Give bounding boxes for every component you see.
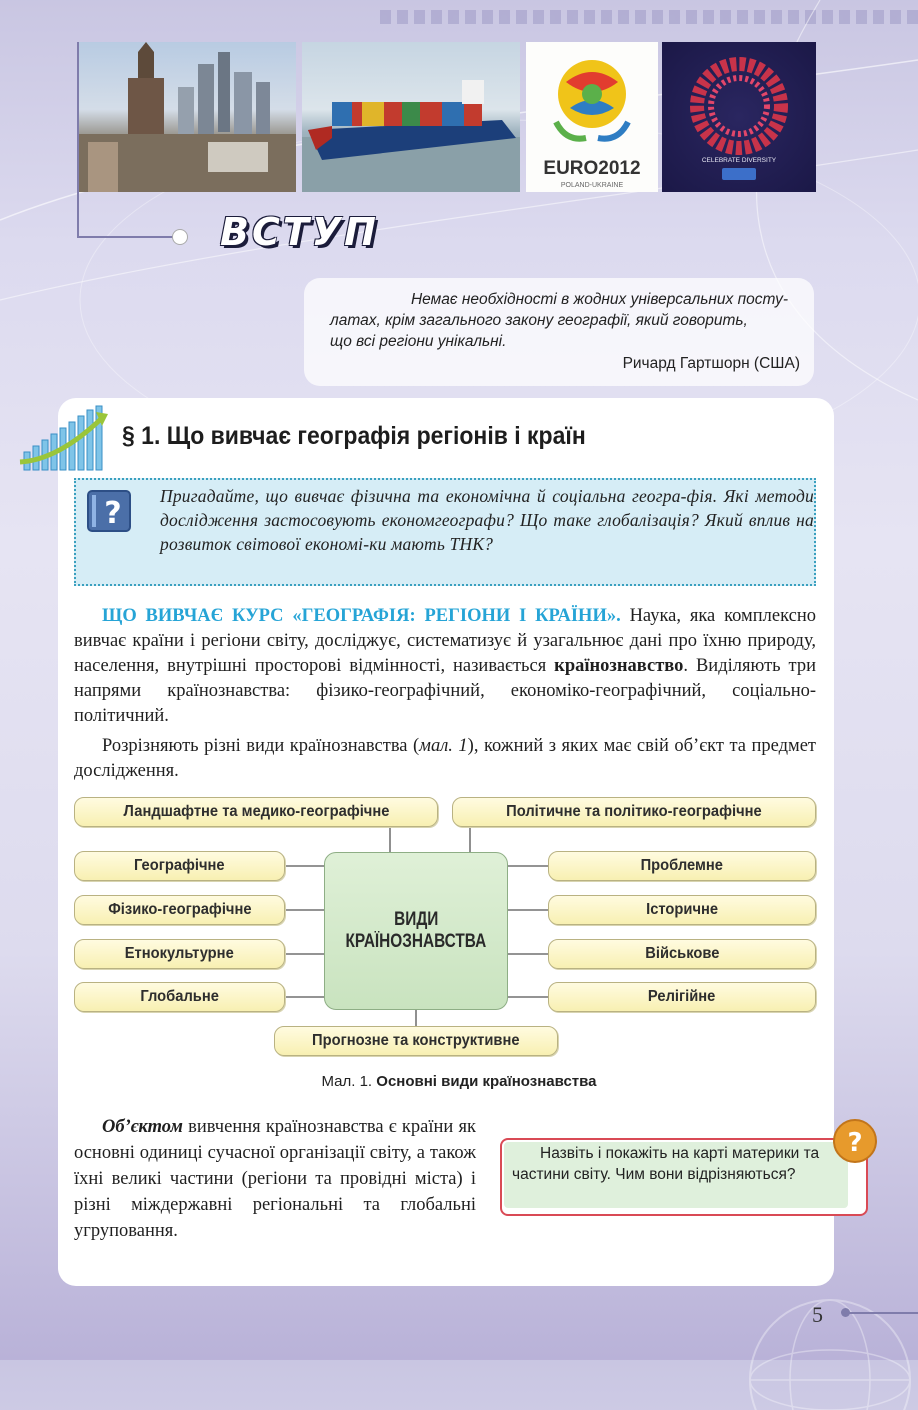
question-book-icon xyxy=(86,487,134,535)
figure-caption: Мал. 1. Основні види країнознавства xyxy=(321,1073,597,1090)
figure-reference: мал. 1 xyxy=(419,736,468,756)
epigraph-text: Немає необхідності в жодних універсальних посту- латах, крім загального закону географії, який говорить, що всі регіони унікальні. xyxy=(330,291,788,350)
container-ship-photo xyxy=(302,42,520,192)
epigraph-author: Ричард Гартшорн (США) xyxy=(622,355,800,372)
frankfurt-city-photo xyxy=(78,42,296,192)
diagram-node-top-left: Ландшафтне та медико-географічне xyxy=(74,797,438,827)
term-object: Об’єктом xyxy=(102,1117,183,1137)
diagram-center-node: ВИДИ КРАЇНОЗНАВСТВА xyxy=(324,852,508,1010)
growth-chart-icon xyxy=(18,402,108,474)
header-frame-dot xyxy=(172,229,188,245)
svg-text:?: ? xyxy=(847,1128,863,1158)
course-heading: ЩО ВИВЧАЄ КУРС «ГЕОГРАФІЯ: РЕГІОНИ І КРАЇНИ». xyxy=(102,606,621,626)
decorative-globe xyxy=(740,1290,918,1410)
diagram-node-top-right: Політичне та політико-географічне xyxy=(452,797,816,827)
diagram-node-right: Проблемне xyxy=(548,851,816,881)
svg-text:POLAND-UKRAINE: POLAND-UKRAINE xyxy=(560,182,624,189)
svg-text:EURO2012: EURO2012 xyxy=(543,158,641,179)
paragraph-title: § 1. Що вивчає географія регіонів і країн xyxy=(122,422,586,450)
diagram-node-left: Етнокультурне xyxy=(74,939,285,969)
header-frame-line xyxy=(77,42,79,238)
types-paragraph: Розрізняють різні види країнознавства (мал. 1), кожний з яких має свій об’єкт та предмет дослідження. xyxy=(74,736,816,781)
page-number: 5 xyxy=(812,1302,823,1327)
diagram-node-right: Історичне xyxy=(548,895,816,925)
diagram-node-bottom: Прогнозне та конструктивне xyxy=(274,1026,558,1056)
intro-paragraph: ЩО ВИВЧАЄ КУРС «ГЕОГРАФІЯ: РЕГІОНИ І КРАЇНИ». Наука, яка комплексно вивчає країни і регіони світу, досліджує, систематизує й узагальнює дані про їхню природу, населення, внутрішні просторові відмінності, називається країнознавство. Виділяють три напрями країнознавства: фізико-географічний, економіко-географічний, соціально-політичний. xyxy=(74,606,817,726)
page-number-line xyxy=(846,1312,918,1314)
term-krainoznavstvo: країнознавство xyxy=(554,656,684,676)
section-title: ВСТУП xyxy=(220,210,379,254)
eurovision-logo xyxy=(662,42,816,192)
svg-text:CELEBRATE DIVERSITY: CELEBRATE DIVERSITY xyxy=(701,157,777,164)
euro-2012-logo xyxy=(526,42,658,192)
diagram-node-left: Географічне xyxy=(74,851,285,881)
recall-text: Пригадайте, що вивчає фізична та економічна й соціальна геогра-фія. Які методи дослідження застосовують економгеографи? Що таке глобалізація? Який вплив на розвиток світової економі-ки мають ТНК? xyxy=(160,486,814,554)
svg-text:?: ? xyxy=(104,496,122,531)
object-paragraph: Об’єктом вивчення країнознавства є країни як основні одиниці сучасної організації світу, а також їхні великі частини (регіони та провідні міста) і різні міждержавні регіональні та глобальні угруповання. xyxy=(74,1117,477,1241)
question-text: Назвіть і покажіть на карті материки та частини світу. Чим вони відрізняються? xyxy=(512,1145,820,1183)
diagram-node-left: Фізико-географічне xyxy=(74,895,285,925)
diagram-node-right: Релігійне xyxy=(548,982,816,1012)
header-frame-line xyxy=(77,236,175,238)
diagram-node-left: Глобальне xyxy=(74,982,285,1012)
question-mark-icon xyxy=(832,1118,878,1164)
diagram-node-right: Військове xyxy=(548,939,816,969)
